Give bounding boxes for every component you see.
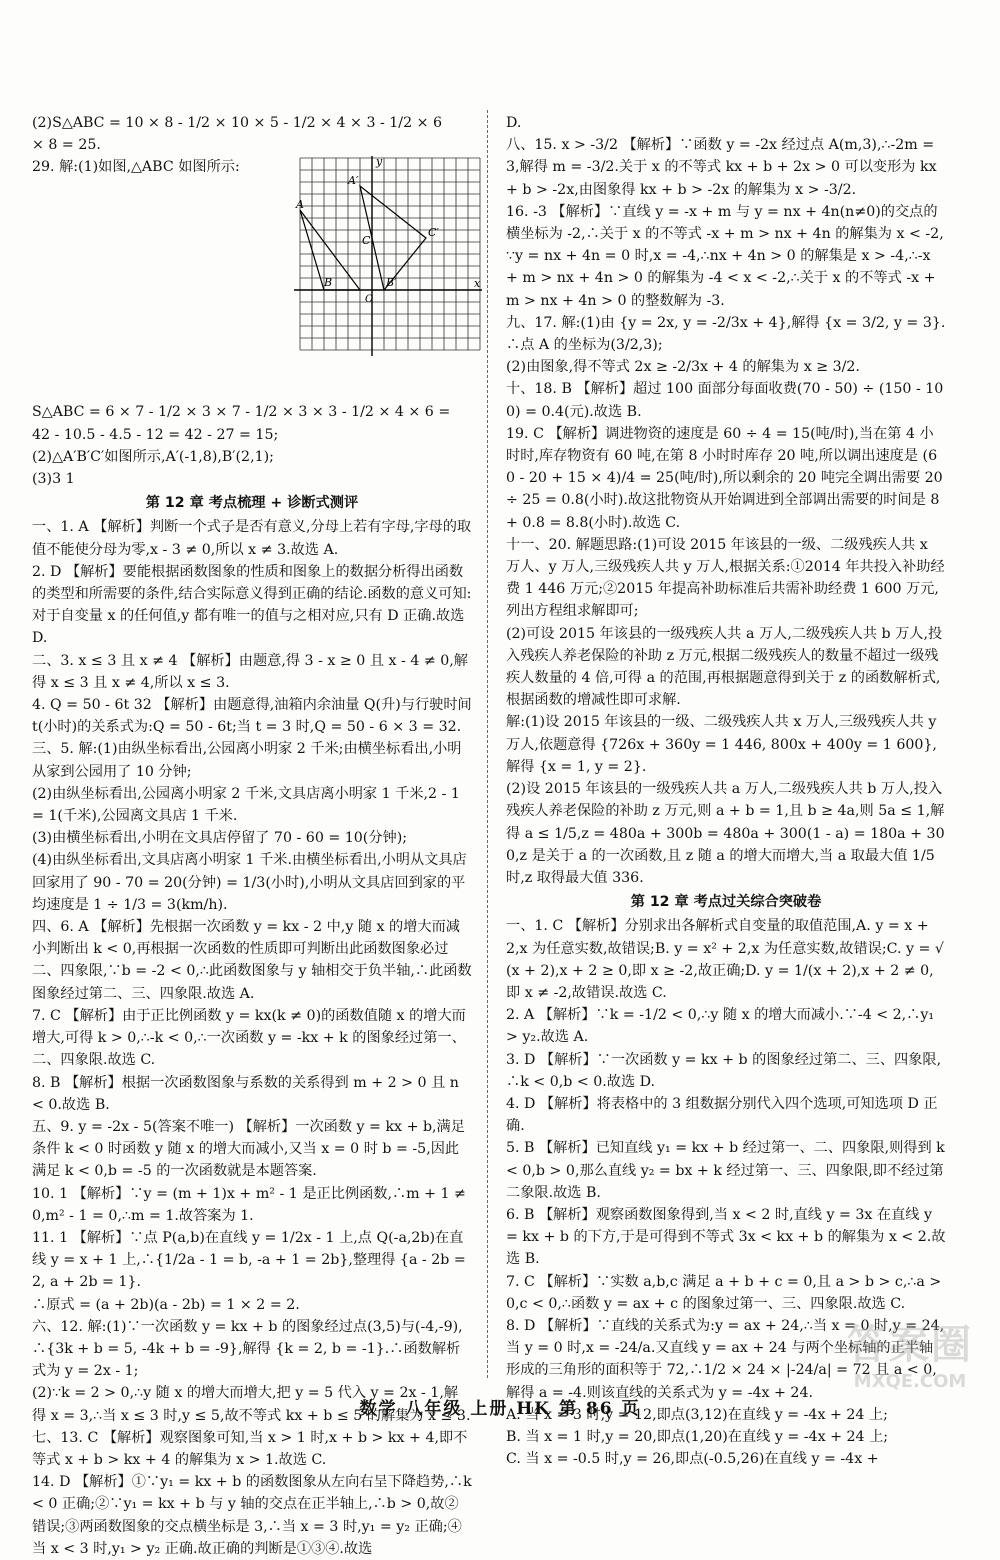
text-line: 五、9. y = -2x - 5(答案不唯一) 【解析】一次函数 y = kx + b,满足条件 k < 0 时函数 y 随 x 的增大而减小,又当 x = 0 时 b = -5,因此满足 k < 0,b = -5 的一次函数就是本题答案. [32, 1118, 465, 1180]
text-line: 3. D 【解析】∵一次函数 y = kx + b 的图象经过第二、三、四象限,∴k < 0,b < 0.故选 D. [506, 1051, 942, 1090]
watermark-logo [840, 1320, 980, 1425]
text-line: 11. 1 【解析】∵点 P(a,b)在直线 y = 1/2x - 1 上,点 Q(-a,2b)在直线 y = x + 1 上,∴{1/2a - 1 = b, -a + 1 = 2b},整理得 {a - 2b = 2, a + 2b = 1}. [32, 1229, 466, 1291]
text-line: 10. 1 【解析】∵y = (m + 1)x + m² - 1 是正比例函数,∴m + 1 ≠ 0,m² - 1 = 0,∴m = 1.故答案为 1. [32, 1185, 466, 1224]
text-line: 四、6. A 【解析】先根据一次函数 y = kx - 2 中,y 随 x 的增大而减小判断出 k < 0,再根据一次函数的性质即可判断出此函数图象必过二、四象限,∵b = -2 < 0,∴此函数图象与 y 轴相交于负半轴,∴此函数图象经过第二、三、四象限.故选 A. [32, 919, 472, 1002]
text-line: 十、18. B 【解析】超过 100 面部分每面收费(70 - 50) ÷ (150 - 100) = 0.4(元).故选 B. [506, 381, 944, 420]
text-line: A. 当 x = 3 时,y = 12,即点(3,12)在直线 y = -4x + 24 上; [506, 1406, 888, 1423]
text-line: 二、3. x ≤ 3 且 x ≠ 4 【解析】由题意,得 3 - x ≥ 0 且 x - 4 ≠ 0,解得 x ≤ 3 且 x ≠ 4,所以 x ≤ 3. [32, 652, 468, 691]
text-line: (3)由横坐标看出,小明在文具店停留了 70 - 60 = 10(分钟); [32, 830, 408, 847]
text-line: (4)由纵坐标看出,文具店离小明家 1 千米.由横坐标看出,小明从文具店回家用了 90 - 70 = 20(分钟) = 1/3(小时),小明从文具店回到家的平均速度是 1 ÷ 1/3 = 3(km/h). [32, 852, 467, 913]
page-footer: 数学 八年级 上册 HK 第 86 页 [359, 1399, 641, 1419]
section-title: 第 12 章 考点过关综合突破卷 [630, 894, 822, 911]
text-line: 八、15. x > -3/2 【解析】∵函数 y = -2x 经过点 A(m,3),∴-2m = 3,解得 m = -3/2.关于 x 的不等式 kx + b + 2x > 0 可以变形为 kx + b > -2x,由图象得 kx + b > -2x 的解集为 x > -3/2. [506, 137, 937, 198]
label-origin: O [365, 294, 374, 306]
text-line: 2. A 【解析】∵k = -1/2 < 0,∴y 随 x 的增大而减小.∵-4 < 2,∴y₁ > y₂.故选 A. [506, 1007, 935, 1046]
text-line: 14. D 【解析】①∵y₁ = kx + b 的函数图象从左向右呈下降趋势,∴k < 0 正确;②∵y₁ = kx + b 与 y 轴的交点在正半轴上,∴b > 0,故②错误;③两函数图象的交点横坐标是 3,∴当 x = 3 时,y₁ = y₂ 正确;④当 x < 3 时,y₁ > y₂ 正确.故正确的判断是①③④.故选 [32, 1474, 472, 1557]
text-line: 一、1. A 【解析】判断一个式子是否有意义,分母上若有字母,字母的取值不能使分母为零,x - 3 ≠ 0,所以 x ≠ 3.故选 A. [32, 519, 472, 558]
text-line: 解:(1)设 2015 年该县的一级、二级残疾人共 x 万人,三级残疾人共 y 万人,依题意得 {726x + 360y = 1 446, 800x + 400y = 1 600},解得 {x = 1, y = 2}. [506, 714, 937, 775]
text-line: D. [506, 115, 522, 131]
text-line: 6. B 【解析】观察函数图象得到,当 x < 2 时,直线 y = 3x 在直线 y = kx + b 的下方,于是可得到不等式 3x < kx + b 的解集为 x < 2.故选 B. [506, 1206, 946, 1268]
text-line: 4. Q = 50 - 6t 32 【解析】由题意得,油箱内余油量 Q(升)与行驶时间 t(小时)的关系式为:Q = 50 - 6t;当 t = 3 时,Q = 50 - 6 × 3 = 32. [32, 697, 472, 736]
text-line: S△ABC = 6 × 7 - 1/2 × 3 × 7 - 1/2 × 3 × 3 - 1/2 × 4 × 6 = [32, 404, 451, 421]
text-line: 九、17. 解:(1)由 {y = 2x, y = -2/3x + 4},解得 {x = 3/2, y = 3}. [506, 314, 946, 331]
watermark-text: 答案圈 [847, 1322, 973, 1368]
text-line: 7. C 【解析】由于正比例函数 y = kx(k ≠ 0)的函数值随 x 的增大而增大,可得 k > 0,∴-k < 0,∴一次函数 y = -kx + k 的图象经过第一、二、四象限.故选 C. [32, 1007, 466, 1069]
text-line: 一、1. C 【解析】分别求出各解析式自变量的取值范围,A. y = x + 2,x 为任意实数,故错误;B. y = x² + 2,x 为任意实数,故错误;C. y = √(x + 2),x + 2 ≥ 0,即 x ≥ -2,故正确;D. y = 1/(x + 2),x + 2 ≠ 0,即 x ≠ -2,故错误.故选 C. [506, 918, 944, 1001]
text-line: 7. C 【解析】∵实数 a,b,c 满足 a + b + c = 0,且 a > b > c,∴a > 0,c < 0,∴函数 y = ax + c 的图象过第一、三、四象限.故选 C. [506, 1273, 942, 1312]
text-line: (2)∵k = 2 > 0,∴y 随 x 的增大而增大,把 y = 5 代入 y = 2x - 1,解得 x = 3,∴当 x ≤ 3 时,y ≤ 5,故不等式 kx + b ≤ 5 的解集为 x ≤ 3. [32, 1385, 471, 1424]
text-line: ∴点 A 的坐标为(3/2,3); [506, 337, 663, 354]
text-line: 六、12. 解:(1)∵一次函数 y = kx + b 的图象经过点(3,5)与(-4,-9),∴{3k + b = 5, -4k + b = -9},解得 {k = 2, b = -1}.∴函数解析式为 y = 2x - 1; [32, 1318, 463, 1380]
label-y-axis: y [376, 155, 383, 169]
text-line: B. 当 x = 1 时,y = 20,即点(1,20)在直线 y = -4x + 24 上; [506, 1428, 889, 1445]
text-line: (2)S△ABC = 10 × 8 - 1/2 × 10 × 5 - 1/2 × 4 × 3 - 1/2 × 6 [32, 115, 443, 131]
label-a: A [296, 198, 304, 212]
text-line: (2)△A′B′C′如图所示,A′(-1,8),B′(2,1); [32, 448, 274, 465]
text-line: (2)由图象,得不等式 2x ≥ -2/3x + 4 的解集为 x ≥ 3/2. [506, 359, 860, 376]
text-line: (2)可设 2015 年该县的一级残疾人共 a 万人,二级残疾人共 b 万人,投入残疾人养老保险的补助 z 万元,根据二级残疾人的数量不超过一级残疾人数量的 4 倍,可得 a 的范围,再根据题意得到关于 z 的函数解析式,根据函数的增减性即可求解. [506, 625, 943, 709]
text-line: 19. C 【解析】调进物资的速度是 60 ÷ 4 = 15(吨/时),当在第 4 小时时,库存物资有 60 吨,在第 8 小时时库存 20 吨,所以调出速度是 (60 - 20 + 15 × 4)/4 = 25(吨/时),所以剩余的 20 吨完全调出需要 20 ÷ 25 = 0.8(小时).故这批物资从开始调进到全部调出需要的时间是 8 + 0.8 = 8.8(小时).故选 C. [506, 425, 943, 531]
label-c2: C′ [428, 226, 439, 240]
label-c: C [362, 234, 371, 248]
text-line: (2)设 2015 年该县的一级残疾人共 a 万人,二级残疾人共 b 万人,投入残疾人养老保险的补助 z 万元,则 a + b = 1,且 b ≥ 4a,则 5a ≤ 1,解得 a ≤ 1/5,z = 480a + 300b = 480a + 300(1 - a) = 180a + 300,z 是关于 a 的一次函数,且 z 随 a 的增大而增大,当 a 取最大值 1/5 时,z 取得最大值 336. [506, 781, 945, 886]
watermark-url: MXQE.COM [853, 1371, 967, 1392]
text-line: (2)由纵坐标看出,公园离小明家 2 千米,文具店离小明家 1 千米,2 - 1 = 1(千米),公园离文具店 1 千米. [32, 785, 460, 825]
text-line: 29. 解:(1)如图,△ABC 如图所示: [32, 159, 240, 176]
text-line: 三、5. 解:(1)由纵坐标看出,公园离小明家 2 千米;由横坐标看出,小明从家到公园用了 10 分钟; [32, 741, 462, 780]
text-line: × 8 = 25. [32, 137, 101, 154]
section-title: 第 12 章 考点梳理 + 诊断式测评 [145, 495, 359, 512]
label-x-axis: x [474, 277, 481, 291]
text-line: 16. -3 【解析】∵直线 y = -x + m 与 y = nx + 4n(n≠0)的交点的横坐标为 -2,∴关于 x 的不等式 -x + m > nx + 4n 的解集为 x < -2,∵y = nx + 4n = 0 时,x = -4,∴nx + 4n > 0 的解集是 x > -4,∴-x + m > nx + 4n > 0 的解集为 -4 < x < -2,∴关于 x 的不等式 -x + m > nx + 4n > 0 的整数解为 -3. [506, 203, 944, 309]
text-line: 2. D 【解析】要能根据函数图象的性质和图象上的数据分析得出函数的类型和所需要的条件,结合实际意义得到正确的结论.函数的意义可知:对于自变量 x 的任何值,y 都有唯一的值与之相对应,只有 D 正确.故选 D. [32, 563, 472, 647]
label-b2: B′ [386, 276, 397, 290]
text-line: 8. D 【解析】∵直线的关系式为:y = ax + 24,∴当 x = 0 时,y = 24,当 y = 0 时,x = -24/a.又直线 y = ax + 24 与两个坐标轴的正半轴形成的三角形的面积等于 72,∴1/2 × 24 × |-24/a| = 72 且 a < 0,解得 a = -4.则该直线的关系式为 y = -4x + 24. [506, 1317, 945, 1401]
text-line: 十一、20. 解题思路:(1)可设 2015 年该县的一级、二级残疾人共 x 万人、y 万人,三级残疾人共 y 万人,根据关系:①2014 年共投入补助经费 1 446 万元;②2015 年提高补助标准后共需补助经费 1 600 万元,列出方程组求解即可; [506, 536, 945, 620]
text-line: 4. D 【解析】将表格中的 3 组数据分别代入四个选项,可知选项 D 正确. [506, 1095, 938, 1135]
text-line: ∴原式 = (a + 2b)(a - 2b) = 1 × 2 = 2. [32, 1296, 300, 1313]
text-line: C. 当 x = -0.5 时,y = 26,即点(-0.5,26)在直线 y = -4x + [506, 1451, 879, 1468]
text-line: 七、13. C 【解析】观察图象可知,当 x > 1 时,x + b > kx + 4,即不等式 x + b > kx + 4 的解集为 x > 1.故选 C. [32, 1429, 468, 1468]
column-divider [487, 110, 488, 1378]
label-b: B [324, 276, 333, 290]
figure-block [32, 155, 481, 401]
coordinate-grid-figure [294, 156, 482, 356]
text-line: (3)3 1 [32, 471, 75, 488]
text-line: 5. B 【解析】已知直线 y₁ = kx + b 经过第一、二、四象限,则得到 k < 0,b > 0,那么直线 y₂ = bx + k 经过第一、三、四象限,即不经过第二象限.故选 B. [506, 1140, 945, 1201]
left-column [32, 112, 481, 1557]
text-line: 42 - 10.5 - 4.5 - 12 = 42 - 27 = 15; [32, 426, 279, 443]
text-line: 8. B 【解析】根据一次函数图象与系数的关系得到 m + 2 > 0 且 n < 0.故选 B. [32, 1074, 459, 1113]
label-a2: A′ [348, 174, 359, 188]
